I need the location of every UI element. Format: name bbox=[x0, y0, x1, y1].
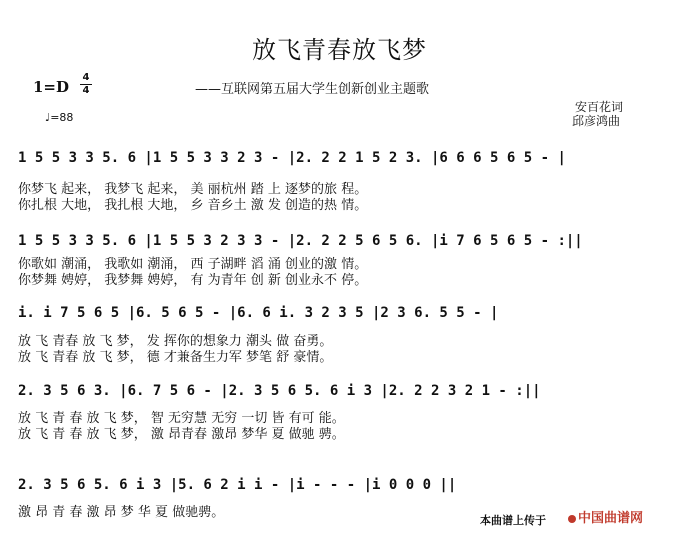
lyric-verse-2: 你扎根 大地， 我扎根 大地， 乡 音乡土 激 发 创造的热 情。 bbox=[18, 198, 368, 213]
tempo-marking: ♩=88 bbox=[45, 111, 74, 124]
meter-bottom: 4 bbox=[82, 85, 90, 96]
lyricist: 安百花词 bbox=[575, 100, 624, 114]
lyric-verse-1: 激 昂 青 春 激 昂 梦 华 夏 做驰骋。 bbox=[18, 505, 225, 520]
lyric-verse-1: 放 飞 青春 放 飞 梦， 发 挥你的想象力 潮头 做 奋勇。 bbox=[18, 334, 333, 349]
composer: 邱彦鸿曲 bbox=[572, 114, 621, 128]
lyric-verse-1: 放 飞 青 春 放 飞 梦， 智 无穷慧 无穷 一切 皆 有可 能。 bbox=[18, 411, 345, 426]
notation-line: 1 5 5 3 3 5. 6 |1 5 5 3 2 3 3 - |2. 2 2 5 6 5 6. |i 7 6 5 6 5 - :|| bbox=[18, 233, 583, 249]
lyric-verse-1: 你梦飞 起来， 我梦飞 起来， 美 丽杭州 踏 上 逐梦的旅 程。 bbox=[18, 182, 368, 197]
notation-line: 2. 3 5 6 5. 6 i 3 |5. 6 2 i i - |i - - - |i 0 0 0 || bbox=[18, 477, 457, 493]
lyric-verse-2: 放 飞 青 春 放 飞 梦， 激 昂青春 激昂 梦华 夏 做驰 骋。 bbox=[18, 427, 345, 442]
key-signature: 1=D bbox=[33, 78, 70, 96]
notation-line: 2. 3 5 6 3. |6. 7 5 6 - |2. 3 5 6 5. 6 i 3 |2. 2 2 3 2 1 - :|| bbox=[18, 383, 541, 399]
lyric-verse-2: 放 飞 青春 放 飞 梦， 德 才兼备生力军 梦笔 舒 豪情。 bbox=[18, 350, 333, 365]
lyric-verse-1: 你歌如 潮涌， 我歌如 潮涌， 西 子湖畔 滔 涌 创业的激 情。 bbox=[18, 257, 368, 272]
song-subtitle: ——互联网第五届大学生创新创业主题歌 bbox=[195, 82, 430, 97]
meter-top: 4 bbox=[82, 72, 90, 83]
site-logo bbox=[568, 507, 643, 526]
song-title: 放飞青春放飞梦 bbox=[252, 36, 427, 64]
lyric-verse-2: 你梦舞 娉婷， 我梦舞 娉婷， 有 为青年 创 新 创业永不 停。 bbox=[18, 273, 368, 288]
logo-text: 中国曲谱网 bbox=[578, 511, 644, 526]
logo-icon bbox=[568, 515, 576, 523]
notation-line: i. i 7 5 6 5 |6. 5 6 5 - |6. 6 i. 3 2 3 5 |2 3 6. 5 5 - | bbox=[18, 305, 499, 321]
time-signature bbox=[80, 73, 92, 96]
upload-notice: 本曲谱上传于 bbox=[480, 514, 546, 527]
notation-line: 1 5 5 3 3 5. 6 |1 5 5 3 3 2 3 - |2. 2 2 1 5 2 3. |6 6 6 5 6 5 - | bbox=[18, 150, 566, 166]
